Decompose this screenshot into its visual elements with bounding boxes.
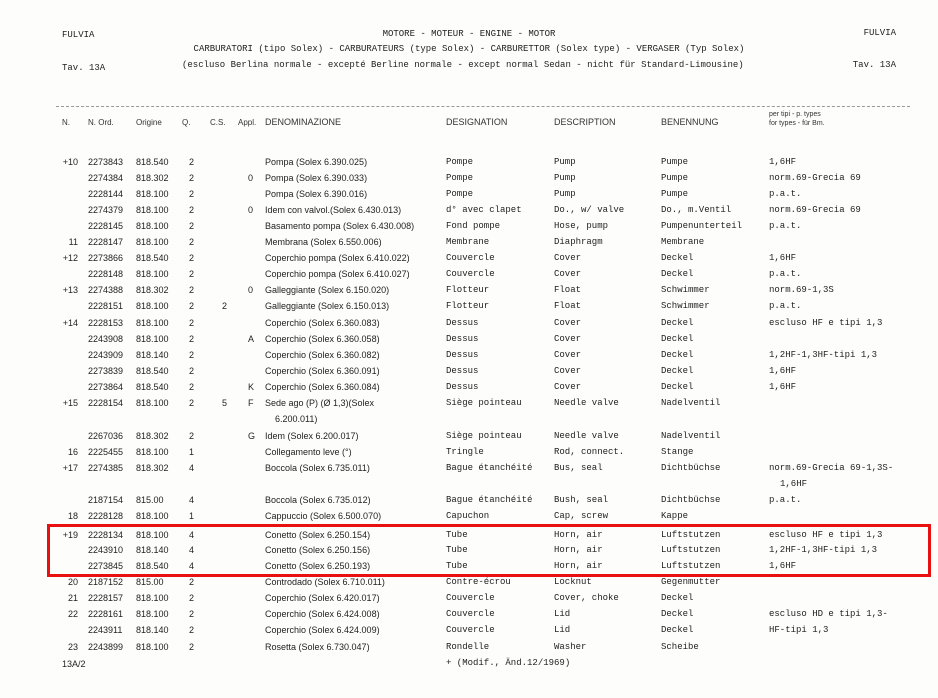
types: p.a.t.: [769, 221, 802, 231]
col-origine: Origine: [136, 118, 162, 127]
types: norm.69-Grecia 69: [769, 173, 861, 183]
designation: d° avec clapet: [446, 205, 522, 215]
appl: 0: [248, 205, 254, 215]
description: Float: [554, 301, 582, 311]
denominazione: Coperchio (Solex 6.424.008): [265, 609, 380, 619]
origin: 818.540: [136, 157, 169, 167]
origin: 818.100: [136, 642, 169, 652]
designation: Tube: [446, 561, 468, 571]
benennung: Deckel: [661, 625, 694, 635]
benennung: Schwimmer: [661, 301, 710, 311]
origin: 818.140: [136, 625, 169, 635]
denominazione: Controdado (Solex 6.710.011): [265, 577, 385, 587]
table-row: [0, 366, 938, 382]
row-number: 16: [67, 447, 78, 457]
denominazione: Coperchio (Solex 6.360.091): [265, 366, 380, 376]
quantity: 2: [189, 237, 195, 247]
designation: Couvercle: [446, 625, 495, 635]
description: Pump: [554, 173, 576, 183]
origin: 818.540: [136, 382, 169, 392]
quantity: 1: [189, 447, 195, 457]
designation: Fond pompe: [446, 221, 501, 231]
origin: 818.100: [136, 609, 169, 619]
order-number: 2273839: [88, 366, 124, 376]
benennung: Schwimmer: [661, 285, 710, 295]
denominazione: Coperchio pompa (Solex 6.410.027): [265, 269, 410, 279]
order-number: 2228157: [88, 593, 124, 603]
benennung: Pumpe: [661, 157, 689, 167]
benennung: Stange: [661, 447, 694, 457]
designation: Flotteur: [446, 301, 490, 311]
quantity: 2: [189, 642, 195, 652]
quantity: 2: [189, 382, 195, 392]
types: HF-tipi 1,3: [769, 625, 829, 635]
benennung: Pumpe: [661, 189, 689, 199]
origin: 818.100: [136, 447, 169, 457]
denominazione: Coperchio (Solex 6.360.082): [265, 350, 380, 360]
designation: Dessus: [446, 318, 479, 328]
description: Pump: [554, 189, 576, 199]
types: norm.69-Grecia 69: [769, 205, 861, 215]
description: Cover: [554, 269, 582, 279]
designation: Siège pointeau: [446, 398, 522, 408]
benennung: Membrane: [661, 237, 705, 247]
denominazione: Rosetta (Solex 6.730.047): [265, 642, 370, 652]
appl: 0: [248, 173, 254, 183]
page-number: 13A/2: [62, 659, 86, 669]
designation: Pompe: [446, 157, 474, 167]
description: Bush, seal: [554, 495, 609, 505]
col-types-1: per tipi - p. types: [769, 111, 821, 118]
order-number: 2187152: [88, 577, 124, 587]
table-row: [0, 642, 938, 658]
row-number: 18: [67, 511, 78, 521]
description: Cover, choke: [554, 593, 619, 603]
designation: Dessus: [446, 382, 479, 392]
row-number: 22: [67, 609, 78, 619]
col-designation: DESIGNATION: [446, 117, 508, 127]
benennung: Luftstutzen: [661, 530, 721, 540]
designation: Couvercle: [446, 269, 495, 279]
designation: Tube: [446, 530, 468, 540]
col-benennung: BENENNUNG: [661, 117, 719, 127]
denominazione: Galleggiante (Solex 6.150.020): [265, 285, 390, 295]
origin: 815.00: [136, 577, 164, 587]
origin: 818.100: [136, 398, 169, 408]
types: 1,6HF: [769, 366, 797, 376]
designation: Couvercle: [446, 609, 495, 619]
order-number: 2225455: [88, 447, 124, 457]
benennung: Luftstutzen: [661, 561, 721, 571]
types: norm.69-1,3S: [769, 285, 834, 295]
origin: 815.00: [136, 495, 164, 505]
types: 1,6HF: [780, 479, 808, 489]
benennung: Gegenmutter: [661, 577, 721, 587]
denominazione: Pompa (Solex 6.390.025): [265, 157, 368, 167]
designation: Flotteur: [446, 285, 490, 295]
benennung: Nadelventil: [661, 431, 721, 441]
origin: 818.302: [136, 285, 169, 295]
quantity: 2: [189, 189, 195, 199]
table-row: [0, 301, 938, 317]
order-number: 2228134: [88, 530, 124, 540]
denominazione: Pompa (Solex 6.390.033): [265, 173, 368, 183]
title-line-2: CARBURATORI (tipo Solex) - CARBURATEURS (type Solex) - CARBURETTOR (Solex type) - VERGASER (Typ Solex): [193, 44, 745, 54]
denominazione: Galleggiante (Solex 6.150.013): [265, 301, 390, 311]
denominazione: Conetto (Solex 6.250.154): [265, 530, 371, 540]
description: Locknut: [554, 577, 592, 587]
order-number: 2273866: [88, 253, 124, 263]
quantity: 2: [189, 398, 195, 408]
appl: K: [248, 382, 255, 392]
designation: Bague étanchéité: [446, 463, 533, 473]
benennung: Deckel: [661, 334, 694, 344]
quantity: 2: [189, 593, 195, 603]
benennung: Luftstutzen: [661, 545, 721, 555]
description: Cover: [554, 366, 582, 376]
table-row: [0, 431, 938, 447]
types: escluso HF e tipi 1,3: [769, 318, 883, 328]
appl: A: [248, 334, 255, 344]
types: 1,6HF: [769, 561, 797, 571]
row-number: +14: [62, 318, 78, 328]
order-number: 2267036: [88, 431, 124, 441]
denominazione: Pompa (Solex 6.390.016): [265, 189, 368, 199]
benennung: Nadelventil: [661, 398, 721, 408]
quantity: 2: [189, 157, 195, 167]
row-number: 21: [67, 593, 78, 603]
origin: 818.140: [136, 350, 169, 360]
designation: Pompe: [446, 173, 474, 183]
description: Bus, seal: [554, 463, 603, 473]
table-row: [0, 625, 938, 641]
benennung: Deckel: [661, 350, 694, 360]
table-number-right: Tav. 13A: [852, 60, 896, 70]
table-row: [0, 447, 938, 463]
description: Hose, pump: [554, 221, 609, 231]
description: Lid: [554, 609, 571, 619]
denominazione: 6.200.011): [275, 414, 318, 424]
benennung: Deckel: [661, 382, 694, 392]
description: Lid: [554, 625, 571, 635]
description: Float: [554, 285, 582, 295]
origin: 818.100: [136, 205, 169, 215]
denominazione: Membrana (Solex 6.550.006): [265, 237, 382, 247]
description: Do., w/ valve: [554, 205, 625, 215]
quantity: 2: [189, 173, 195, 183]
order-number: 2274388: [88, 285, 124, 295]
col-description: DESCRIPTION: [554, 117, 616, 127]
order-number: 2228144: [88, 189, 124, 199]
table-row: [0, 205, 938, 221]
types: escluso HD e tipi 1,3-: [769, 609, 888, 619]
denominazione: Boccola (Solex 6.735.011): [265, 463, 370, 473]
row-number: +12: [62, 253, 78, 263]
denominazione: Collegamento leve (°): [265, 447, 352, 457]
benennung: Scheibe: [661, 642, 699, 652]
modification-note: + (Modif., Änd.12/1969): [446, 658, 571, 668]
designation: Dessus: [446, 350, 479, 360]
denominazione: Coperchio (Solex 6.360.084): [265, 382, 380, 392]
types: p.a.t.: [769, 301, 802, 311]
denominazione: Conetto (Solex 6.250.193): [265, 561, 371, 571]
designation: Dessus: [446, 366, 479, 376]
quantity: 4: [189, 530, 195, 540]
types: 1,6HF: [769, 157, 797, 167]
order-number: 2243899: [88, 642, 124, 652]
designation: Membrane: [446, 237, 490, 247]
denominazione: Coperchio pompa (Solex 6.410.022): [265, 253, 410, 263]
description: Diaphragm: [554, 237, 603, 247]
description: Horn, air: [554, 545, 603, 555]
origin: 818.302: [136, 173, 169, 183]
denominazione: Coperchio (Solex 6.424.009): [265, 625, 380, 635]
order-number: 2243908: [88, 334, 124, 344]
order-number: 2228153: [88, 318, 124, 328]
row-number: +19: [62, 530, 78, 540]
row-number: 11: [68, 237, 78, 247]
table-row: [0, 495, 938, 511]
types: 1,2HF-1,3HF-tipi 1,3: [769, 545, 878, 555]
order-number: 2228148: [88, 269, 124, 279]
table-row: [0, 318, 938, 334]
table-row: [0, 253, 938, 269]
model-label-left: FULVIA: [62, 30, 95, 40]
benennung: Deckel: [661, 593, 694, 603]
designation: Couvercle: [446, 593, 495, 603]
table-row: [0, 285, 938, 301]
origin: 818.540: [136, 253, 169, 263]
col-types-2: for types - für Bm.: [769, 120, 825, 127]
quantity: 2: [189, 609, 195, 619]
description: Needle valve: [554, 398, 619, 408]
denominazione: Coperchio (Solex 6.360.058): [265, 334, 380, 344]
benennung: Deckel: [661, 366, 694, 376]
row-number: 20: [67, 577, 78, 587]
row-number: 23: [67, 642, 78, 652]
quantity: 2: [189, 366, 195, 376]
header-divider: [56, 106, 910, 107]
denominazione: Sede ago (P) (Ø 1,3)(Solex: [265, 398, 375, 408]
origin: 818.100: [136, 593, 169, 603]
types: p.a.t.: [769, 269, 802, 279]
benennung: Pumpe: [661, 173, 689, 183]
table-row: [0, 221, 938, 237]
table-row: [0, 269, 938, 285]
row-number: +15: [62, 398, 78, 408]
origin: 818.100: [136, 269, 169, 279]
order-number: 2228161: [88, 609, 124, 619]
origin: 818.100: [136, 237, 169, 247]
description: Cap, screw: [554, 511, 609, 521]
origin: 818.540: [136, 561, 169, 571]
description: Rod, connect.: [554, 447, 625, 457]
quantity: 1: [189, 511, 195, 521]
row-number: +10: [62, 157, 78, 167]
denominazione: Conetto (Solex 6.250.156): [265, 545, 371, 555]
model-label-right: FULVIA: [863, 28, 896, 38]
origin: 818.100: [136, 189, 169, 199]
description: Cover: [554, 382, 582, 392]
designation: Couvercle: [446, 253, 495, 263]
col-appl: Appl.: [238, 118, 257, 127]
designation: Dessus: [446, 334, 479, 344]
benennung: Deckel: [661, 318, 694, 328]
designation: Pompe: [446, 189, 474, 199]
order-number: 2243910: [88, 545, 124, 555]
description: Horn, air: [554, 530, 603, 540]
origin: 818.302: [136, 431, 169, 441]
table-row: [0, 398, 938, 414]
benennung: Do., m.Ventil: [661, 205, 732, 215]
col-n: N.: [62, 118, 70, 127]
row-number: +13: [62, 285, 78, 295]
origin: 818.540: [136, 366, 169, 376]
quantity: 2: [189, 269, 195, 279]
table-row: [0, 463, 938, 479]
table-row: [0, 173, 938, 189]
quantity: 2: [189, 221, 195, 231]
quantity: 4: [189, 561, 195, 571]
order-number: 2228128: [88, 511, 124, 521]
order-number: 2187154: [88, 495, 124, 505]
quantity: 2: [189, 350, 195, 360]
origin: 818.100: [136, 530, 169, 540]
denominazione: Idem con valvol.(Solex 6.430.013): [265, 205, 402, 215]
order-number: 2274384: [88, 173, 124, 183]
denominazione: Cappuccio (Solex 6.500.070): [265, 511, 382, 521]
origin: 818.302: [136, 463, 169, 473]
denominazione: Coperchio (Solex 6.420.017): [265, 593, 380, 603]
designation: Tringle: [446, 447, 484, 457]
description: Cover: [554, 318, 582, 328]
denominazione: Boccola (Solex 6.735.012): [265, 495, 371, 505]
types: 1,6HF: [769, 382, 797, 392]
designation: Rondelle: [446, 642, 490, 652]
col-q: Q.: [182, 118, 191, 127]
description: Needle valve: [554, 431, 619, 441]
order-number: 2274379: [88, 205, 124, 215]
cs: 2: [222, 301, 228, 311]
quantity: 2: [189, 334, 195, 344]
table-number-left: Tav. 13A: [62, 63, 106, 73]
table-row: [0, 382, 938, 398]
appl: G: [248, 431, 256, 441]
denominazione: Coperchio (Solex 6.360.083): [265, 318, 380, 328]
order-number: 2228147: [88, 237, 124, 247]
order-number: 2243911: [88, 625, 123, 635]
designation: Bague étanchéité: [446, 495, 533, 505]
order-number: 2228154: [88, 398, 124, 408]
benennung: Deckel: [661, 269, 694, 279]
col-ord: N. Ord.: [88, 118, 114, 127]
description: Washer: [554, 642, 587, 652]
benennung: Dichtbüchse: [661, 495, 721, 505]
description: Cover: [554, 334, 582, 344]
description: Cover: [554, 253, 582, 263]
quantity: 2: [189, 285, 195, 295]
order-number: 2228145: [88, 221, 124, 231]
types: escluso HF e tipi 1,3: [769, 530, 883, 540]
quantity: 2: [189, 431, 195, 441]
benennung: Kappe: [661, 511, 689, 521]
table-row: [0, 334, 938, 350]
benennung: Deckel: [661, 253, 694, 263]
order-number: 2243909: [88, 350, 124, 360]
quantity: 2: [189, 577, 195, 587]
table-row: [0, 414, 938, 430]
table-row: [0, 479, 938, 495]
title-line-1: MOTORE - MOTEUR - ENGINE - MOTOR: [382, 29, 556, 39]
designation: Tube: [446, 545, 468, 555]
table-row: [0, 350, 938, 366]
appl: 0: [248, 285, 254, 295]
origin: 818.100: [136, 301, 169, 311]
quantity: 2: [189, 253, 195, 263]
quantity: 2: [189, 625, 195, 635]
designation: Contre-écrou: [446, 577, 511, 587]
types: p.a.t.: [769, 495, 802, 505]
table-row: [0, 237, 938, 253]
quantity: 2: [189, 205, 195, 215]
quantity: 4: [189, 545, 195, 555]
order-number: 2274385: [88, 463, 124, 473]
col-cs: C.S.: [210, 118, 226, 127]
description: Cover: [554, 350, 582, 360]
types: p.a.t.: [769, 189, 802, 199]
order-number: 2273843: [88, 157, 124, 167]
row-number: +17: [62, 463, 78, 473]
table-row: [0, 593, 938, 609]
designation: Siège pointeau: [446, 431, 522, 441]
order-number: 2273864: [88, 382, 124, 392]
types: 1,6HF: [769, 253, 797, 263]
table-row: [0, 609, 938, 625]
title-line-3: (escluso Berlina normale - excepté Berline normale - except normal Sedan - nicht für Standard-Limousine): [182, 60, 744, 70]
cs: 5: [222, 398, 228, 408]
types: 1,2HF-1,3HF-tipi 1,3: [769, 350, 878, 360]
order-number: 2273845: [88, 561, 124, 571]
origin: 818.100: [136, 318, 169, 328]
origin: 818.100: [136, 511, 169, 521]
col-denominazione: DENOMINAZIONE: [265, 117, 342, 127]
origin: 818.140: [136, 545, 169, 555]
origin: 818.100: [136, 334, 169, 344]
table-row: [0, 189, 938, 205]
benennung: Deckel: [661, 609, 694, 619]
description: Horn, air: [554, 561, 603, 571]
quantity: 4: [189, 495, 195, 505]
appl: F: [248, 398, 254, 408]
types: norm.69-Grecia 69-1,3S-: [769, 463, 894, 473]
description: Pump: [554, 157, 576, 167]
highlight-box: [47, 524, 931, 577]
order-number: 2228151: [88, 301, 124, 311]
benennung: Dichtbüchse: [661, 463, 721, 473]
quantity: 2: [189, 318, 195, 328]
denominazione: Basamento pompa (Solex 6.430.008): [265, 221, 415, 231]
quantity: 4: [189, 463, 195, 473]
denominazione: Idem (Solex 6.200.017): [265, 431, 359, 441]
table-row: [0, 577, 938, 593]
table-row: [0, 157, 938, 173]
origin: 818.100: [136, 221, 169, 231]
designation: Capuchon: [446, 511, 490, 521]
benennung: Pumpenunterteil: [661, 221, 743, 231]
quantity: 2: [189, 301, 195, 311]
